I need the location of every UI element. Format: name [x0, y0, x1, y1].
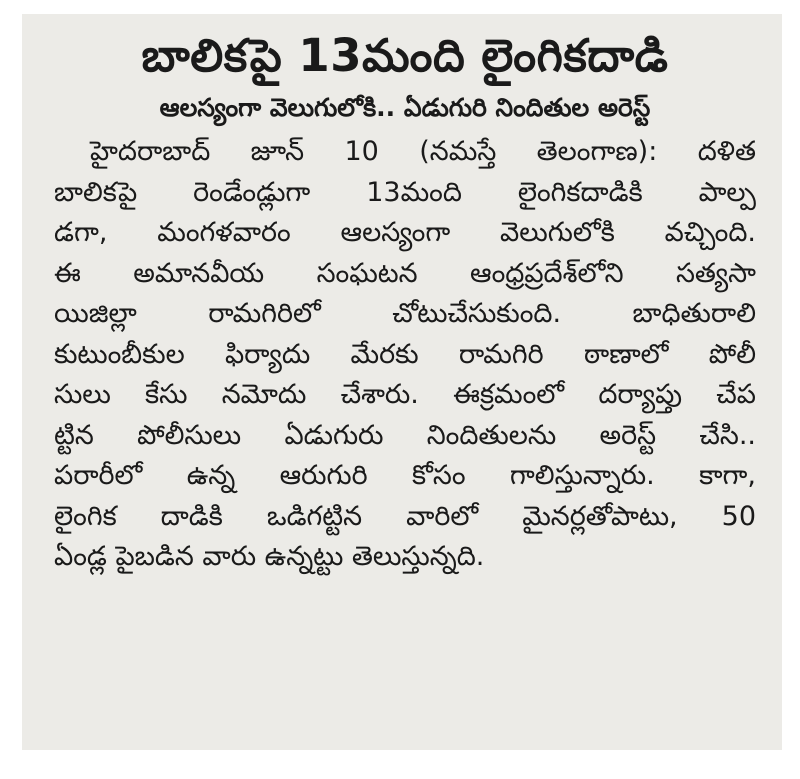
article-body	[54, 132, 756, 578]
body-line: కుటుంబీకుల ఫిర్యాదు మేరకు రామగిరి ఠాణాలో పోలీ	[54, 338, 756, 370]
news-clipping	[22, 14, 782, 750]
body-line: డగా, మంగళవారం ఆలస్యంగా వెలుగులోకి వచ్చింది.	[54, 217, 756, 248]
headline: బాలికపై 13మంది లైంగికదాడి	[141, 29, 669, 82]
body-line: ట్టిన పోలీసులు ఏడుగురు నిందితులను అరెస్ట్ చేసి..	[54, 419, 756, 451]
body-line: లైంగిక దాడికి ఒడిగట్టిన వారిలో మైనర్లతోపాటు, 50	[54, 500, 756, 532]
body-line: యిజిల్లా రామగిరిలో చోటుచేసుకుంది. బాధితురాలి	[54, 298, 756, 329]
body-line: ఏండ్ల పైబడిన వారు ఉన్నట్టు తెలుస్తున్నది.	[54, 541, 485, 572]
body-line: పరారీలో ఉన్న ఆరుగురి కోసం గాలిస్తున్నారు. కాగా,	[54, 460, 756, 491]
subheadline: ఆలస్యంగా వెలుగులోకి.. ఏడుగురి నిందితుల అరెస్ట్	[159, 93, 651, 122]
body-line: బాలికపై రెండేండ్లుగా 13మంది లైంగికదాడికి పాల్ప	[54, 176, 756, 208]
body-line: హైదరాబాద్ జూన్ 10 (నమస్తే తెలంగాణ): దళిత	[90, 136, 756, 167]
body-line: సులు కేసు నమోదు చేశారు. ఈక్రమంలో దర్యాప్తు చేప	[54, 379, 756, 410]
body-line: ఈ అమానవీయ సంఘటన ఆంధ్రప్రదేశ్‌లోని సత్యసా	[54, 257, 756, 289]
